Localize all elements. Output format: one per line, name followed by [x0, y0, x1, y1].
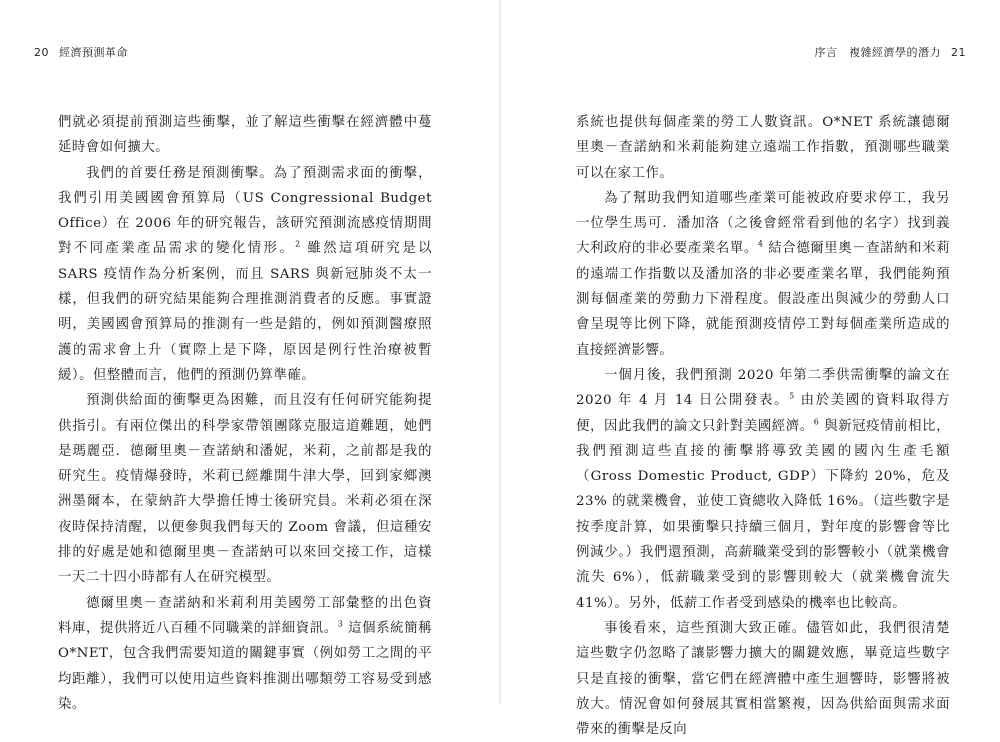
text-run: 一個月後，我們預測 2020 年第二季供需衝擊的論文在 2020 年 4 月 14 日公開發表。: [576, 367, 950, 409]
right-page-number: 21: [951, 46, 966, 59]
text-run: 預測供給面的衝擊更為困難，而且沒有任何研究能夠提供指引。有兩位傑出的科學家帶領團隊克服這道難題，她們是瑪麗亞．德爾里奧－查諾納和潘妮，米莉，之前都是我的研究生。疫情爆發時，米莉已經離開牛津大學，回到家鄉澳洲墨爾本，在蒙納許大學擔任博士後研究員。米莉必須在深夜時保持清醒，以便參與我們每天的 Zoom 會議，但這種安排的好處是她和德爾里奧－查諾納可以來回交接工作，這樣一天二十四小時都有人在研究模型。: [58, 393, 432, 586]
footnote-ref: 6: [813, 417, 820, 427]
paragraph: [58, 161, 432, 389]
footnote-ref: 3: [337, 619, 344, 629]
text-run: 系統也提供每個產業的勞工人數資訊。O*NET 系統讓德爾里奧－查諾納和米莉能夠建立遠端工作指數，預測哪些職業可以在家工作。: [576, 115, 950, 181]
paragraph: [576, 186, 950, 363]
footnote-ref: 5: [789, 391, 795, 401]
text-run: 事後看來，這些預測大致正確。儘管如此，我們很清楚這些數字仍忽略了讓影響力擴大的關鍵效應，畢竟這些數字只是直接的衝擊，當它們在經濟體中產生迴響時，影響將被放大。情況會如何發展其實相當繁複，因為供給面與需求面帶來的衝擊是反向: [576, 620, 950, 738]
paragraph: [58, 591, 432, 717]
text-run: 們就必須提前預測這些衝擊，並了解這些衝擊在經濟體中蔓延時會如何擴大。: [58, 115, 432, 156]
right-running-head: 序言 複雜經濟學的潛力: [814, 46, 941, 59]
paragraph: [576, 363, 950, 616]
paragraph: [58, 110, 432, 161]
paragraph: [576, 110, 950, 186]
left-page-number: 20: [34, 46, 49, 59]
text-run: 為了幫助我們知道哪些產業可能被政府要求停工，我另一位學生馬可．潘加洛（之後會經常看到他的名字）找到義大利政府的非必要產業名單。: [576, 190, 950, 257]
left-running-head: 經濟預測革命: [59, 46, 128, 59]
text-run: 這個系統簡稱 O*NET，包含我們需要知道的關鍵事實（例如勞工之間的平均距離），我們可以使用這些資料推測出哪類勞工容易受到感染。: [58, 620, 433, 712]
left-page-header: [28, 44, 128, 60]
left-page-body: [58, 110, 432, 717]
footnote-ref: 4: [757, 240, 764, 250]
text-run: 由於美國的資料取得方便，因此我們的論文只針對美國經濟。: [576, 393, 950, 434]
paragraph: [576, 616, 950, 742]
text-run: 與新冠疫情前相比，我們預測這些直接的衝擊將導致美國的國內生產毛額（Gross Domestic Product, GDP）下降約 20%，危及 23% 的就業機會，並使工資總收入降低 16%。（這些數字是按季度計算，如果衝擊只持續三個月，對年度的影響會等比例減少。）我們還預測，高薪職業受到的影響較小（就業機會流失 6%），低薪職業受到的影響則較大（就業機會流失 41%）。另外，低薪工作者受到感染的機率也比較高。: [576, 418, 950, 611]
right-page-header: [815, 44, 973, 60]
right-page-body: [576, 110, 950, 742]
right-page: [500, 0, 1000, 738]
text-run: 我們的首要任務是預測衝擊。為了預測需求面的衝擊，我們引用美國國會預算局（US Congressional Budget Office）在 2006 年的研究報告，該研究預測流感疫情期間對不同產業產品需求的變化情形。: [58, 165, 432, 257]
text-run: 雖然這項研究是以 SARS 疫情作為分析案例，而且 SARS 與新冠肺炎不太一樣，但我們的研究結果能夠合理推測消費者的反應。事實證明，美國國會預算局的推測有一些是錯的，例如預測醫療照護的需求會上升（實際上是下降，原因是例行性治療被暫緩）。但整體而言，他們的預測仍算準確。: [58, 241, 432, 383]
text-run: 德爾里奧－查諾納和米莉利用美國勞工部彙整的出色資料庫，提供將近八百種不同職業的詳細資訊。: [58, 595, 432, 636]
left-page: [0, 0, 500, 712]
paragraph: [58, 388, 432, 590]
text-run: 結合德爾里奧－查諾納和米莉的遠端工作指數以及潘加洛的非必要產業名單，我們能夠預測每個產業的勞動力下滑程度。假設產出與減少的勞動人口會呈現等比例下降，就能預測疫情停工對每個產業所造成的直接經濟影響。: [576, 241, 950, 358]
footnote-ref: 2: [295, 240, 301, 250]
